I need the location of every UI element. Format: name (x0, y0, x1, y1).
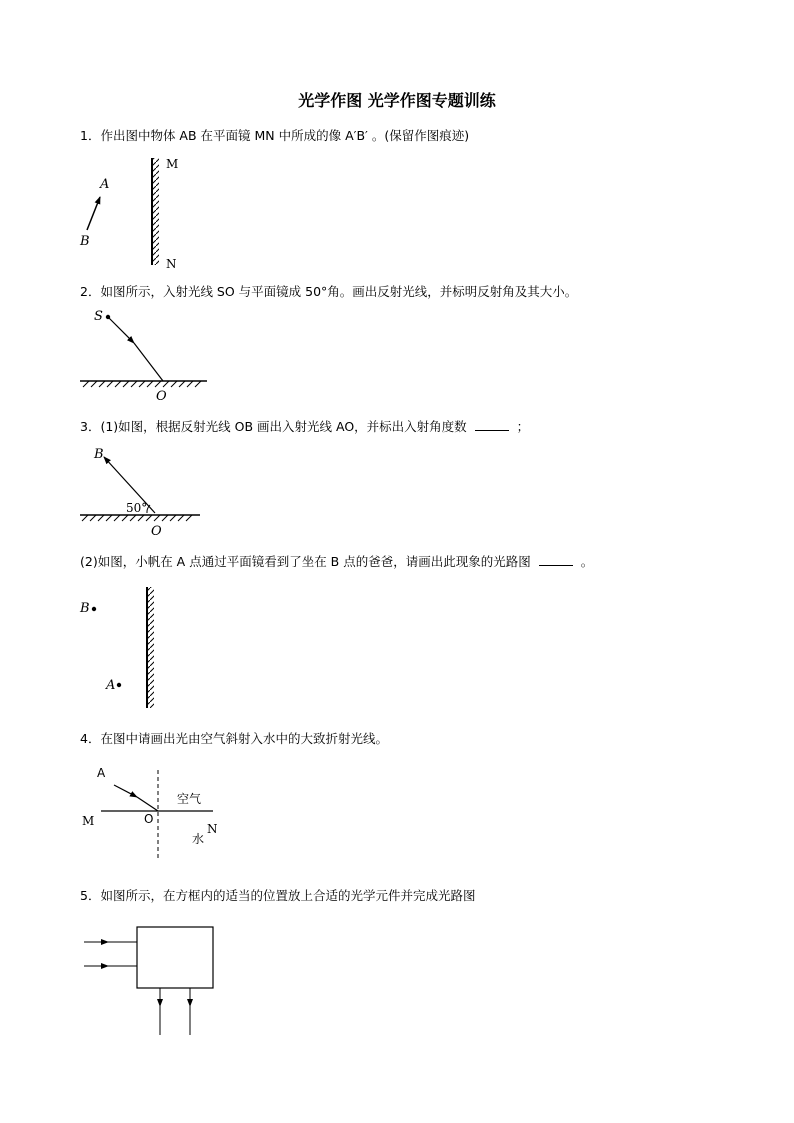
incident-ray-so (134, 343, 163, 381)
mirror-hatch-3 (82, 515, 192, 521)
object-arrow-ab (87, 197, 100, 230)
question-1: 1．作出图中物体 AB 在平面镜 MN 中所成的像 A′B′ 。(保留作图痕迹) (80, 128, 470, 143)
mirror-hatching (153, 158, 159, 265)
incident-ray-arrow-4 (114, 785, 137, 797)
label-n-4: N (207, 822, 218, 836)
label-o-4: O (144, 812, 154, 826)
figure-3-2 (79, 587, 154, 708)
label-b: B (80, 234, 90, 249)
label-air: 空气 (177, 792, 202, 806)
label-water: 水 (192, 832, 205, 846)
label-a-4: A (97, 766, 106, 780)
incident-ray-arrow (108, 317, 134, 343)
question-3-2-tail: 。 (580, 554, 594, 569)
angle-arc (147, 505, 150, 513)
optical-box[interactable] (137, 927, 213, 988)
label-b-3b: B (80, 601, 90, 616)
label-m: M (166, 157, 179, 171)
question-3-2-text: (2)如图，小帆在 A 点通过平面镜看到了坐在 B 点的爸爸，请画出此现象的光路图 (80, 554, 531, 569)
page-title: 光学作图 光学作图专题训练 (298, 91, 496, 110)
mirror-hatching-3b (148, 587, 154, 708)
incident-ray-ao (137, 797, 158, 811)
label-m-4: M (82, 814, 95, 828)
label-a: A (100, 177, 110, 192)
question-3-1-text: 3．(1)如图，根据反射光线 OB 画出入射光线 AO，并标出入射角度数 (80, 419, 467, 434)
label-n: N (166, 257, 177, 271)
label-o-3: O (151, 524, 162, 539)
figure-2 (80, 309, 207, 404)
point-a (117, 683, 121, 687)
label-b-3: B (94, 447, 104, 462)
figure-1 (79, 157, 178, 271)
question-3-1-tail: ； (516, 419, 530, 434)
figure-4 (82, 766, 218, 858)
mirror-hatch-2 (83, 381, 201, 387)
question-4: 4．在图中请画出光由空气斜射入水中的大致折射光线。 (80, 731, 388, 746)
question-5: 5．如图所示，在方框内的适当的位置放上合适的光学元件并完成光路图 (80, 888, 476, 903)
figure-5 (84, 927, 213, 1035)
label-a-3b: A (106, 678, 116, 693)
angle-label: 50° (126, 501, 148, 515)
figure-3-1 (80, 447, 200, 539)
point-b (92, 607, 96, 611)
label-o: O (156, 389, 167, 404)
label-s: S (94, 309, 103, 324)
question-2: 2．如图所示，入射光线 SO 与平面镜成 50°角。画出反射光线，并标明反射角及其大小。 (80, 284, 578, 299)
